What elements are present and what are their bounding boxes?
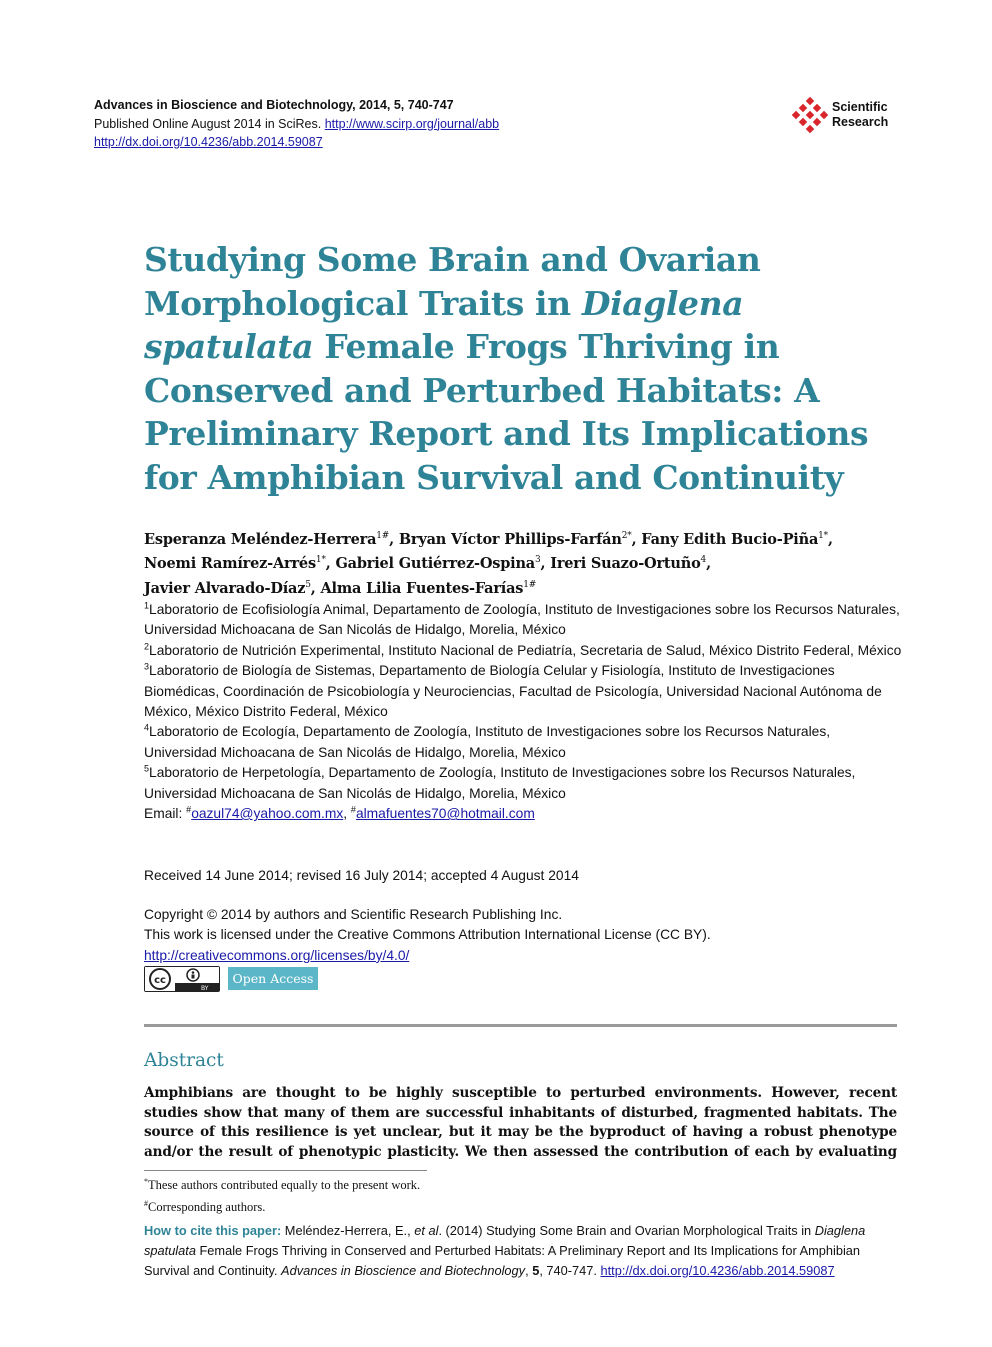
cite-pages: , 740-747. — [539, 1262, 601, 1278]
affiliation-text: Laboratorio de Ecología, Departamento de Zoología, Instituto de Investigaciones sobre los Recursos Naturales, Universidad Michoacana de San Nicolás de Hidalgo, Morelia, México — [144, 724, 831, 760]
footnote-item — [144, 1173, 420, 1195]
author-name: Esperanza Meléndez-Herrera — [144, 530, 377, 548]
received-dates: Received 14 June 2014; revised 16 July 2014; accepted 4 August 2014 — [144, 868, 579, 883]
email-link-1[interactable]: oazul74@yahoo.com.mx — [191, 806, 344, 822]
cite-doi-link[interactable]: http://dx.doi.org/10.4236/abb.2014.59087 — [600, 1262, 835, 1278]
journal-citation-line: Advances in Bioscience and Biotechnology, 2014, 5, 740-747 — [94, 98, 454, 112]
title-part1: Studying Some Brain and Ovarian Morphological Traits in — [144, 240, 761, 323]
author-affiliation-mark: 3 — [535, 555, 541, 566]
license-line: This work is licensed under the Creative Commons Attribution International License (CC BY). — [144, 927, 711, 943]
author-name: Javier Alvarado-Díaz — [144, 579, 306, 597]
author-name: Ireri Suazo-Ortuño — [550, 555, 701, 573]
affiliation-number: 5 — [144, 763, 150, 774]
how-to-cite — [144, 1221, 897, 1280]
logo-line2: Research — [832, 115, 889, 129]
author-name: Fany Edith Bucio-Piña — [641, 530, 819, 548]
affiliations — [144, 600, 904, 824]
open-access-badge[interactable]: Open Access — [228, 967, 318, 990]
email-sup-2: # — [350, 804, 356, 815]
email-sup-1: # — [186, 804, 192, 815]
footnote-text: These authors contributed equally to the present work. — [148, 1178, 421, 1193]
cite-label: How to cite this paper: — [144, 1223, 282, 1238]
email-separator: , — [343, 806, 351, 822]
footnote-divider — [144, 1170, 427, 1171]
email-label: Email: — [144, 806, 187, 822]
cite-journal: Advances in Bioscience and Biotechnology — [281, 1262, 526, 1278]
affiliation-item — [144, 661, 904, 722]
affiliation-item — [144, 641, 904, 661]
cite-title-rest: Female Frogs Thriving in Conserved and Perturbed Habitats: A Preliminary Report and Its Implications for Amphibian Survival and Continuity. — [144, 1242, 861, 1278]
cite-year-title: . (2014) Studying Some Brain and Ovarian Morphological Traits in — [438, 1223, 815, 1238]
footnote-item — [144, 1195, 420, 1217]
author-separator: , — [631, 530, 642, 548]
footnotes — [144, 1173, 420, 1216]
section-divider — [144, 1024, 897, 1027]
license-link[interactable]: http://creativecommons.org/licenses/by/4.0/ — [144, 947, 410, 963]
cite-authors: Meléndez-Herrera, E., — [281, 1223, 415, 1238]
author-affiliation-mark: 1* — [818, 531, 828, 541]
cite-etal: et al — [414, 1223, 439, 1238]
author-name: Gabriel Gutiérrez-Ospina — [335, 555, 535, 573]
affiliation-item — [144, 763, 904, 804]
paper-title — [144, 238, 904, 499]
author-list — [144, 526, 904, 599]
author-affiliation-mark: 1* — [315, 555, 326, 566]
journal-url-link[interactable]: http://www.scirp.org/journal/abb — [324, 116, 500, 131]
author-name: Bryan Víctor Phillips-Farfán — [398, 530, 622, 548]
author-separator: , — [540, 555, 551, 573]
by-label: BY — [201, 985, 209, 991]
author-separator: , — [389, 530, 399, 548]
title-part2: Female Frogs Thriving in Conserved and Perturbed Habitats: A Preliminary Report and Its Implications for Amphibian Survival and Continuity — [144, 327, 869, 497]
copyright-block — [144, 905, 711, 966]
affiliation-text: Laboratorio de Biología de Sistemas, Departamento de Biología Celular y Fisiología, Instituto de Investigaciones Biomédicas, Coordinación de Psicobiología y Neurociencias, Facultad de Psicología, Universidad Nacional Autónoma de México, México Distrito Federal, México — [144, 663, 882, 720]
author-affiliation-mark: 1# — [523, 579, 537, 590]
published-line — [94, 115, 499, 134]
cite-species: Diaglena spatulata — [144, 1223, 866, 1258]
journal-header — [94, 96, 499, 152]
doi-link[interactable]: http://dx.doi.org/10.4236/abb.2014.59087 — [94, 135, 323, 149]
affiliation-number: 1 — [144, 600, 150, 611]
diamond-dots-icon — [790, 96, 830, 136]
cite-sep: , — [525, 1262, 533, 1278]
abstract-heading: Abstract — [144, 1050, 224, 1071]
logo-text — [832, 100, 888, 130]
author-separator: , — [827, 530, 833, 548]
author-separator: , — [706, 555, 711, 573]
author-affiliation-mark: 2* — [621, 531, 632, 541]
affiliation-number: 4 — [144, 722, 150, 733]
cc-label: cc — [154, 975, 166, 986]
affiliation-text: Laboratorio de Herpetología, Departamento de Zoología, Instituto de Investigaciones sobre los Recursos Naturales, Universidad Michoacana de San Nicolás de Hidalgo, Morelia, México — [144, 765, 856, 801]
logo-line1: Scientific — [832, 100, 888, 114]
email-line — [144, 804, 904, 824]
copyright-line: Copyright © 2014 by authors and Scientific Research Publishing Inc. — [144, 907, 563, 922]
author-affiliation-mark: 1# — [376, 531, 390, 541]
scientific-research-logo — [790, 96, 900, 136]
affiliation-item — [144, 600, 904, 641]
affiliation-number: 2 — [144, 641, 150, 652]
affiliation-number: 3 — [144, 661, 150, 672]
author-affiliation-mark: 5 — [305, 579, 311, 590]
cc-by-badge[interactable] — [144, 966, 220, 992]
affiliation-item — [144, 722, 904, 763]
affiliation-text: Laboratorio de Ecofisiología Animal, Departamento de Zoología, Instituto de Investigaciones sobre los Recursos Naturales, Universidad Michoacana de San Nicolás de Hidalgo, Morelia, México — [144, 602, 900, 638]
author-name: Alma Lilia Fuentes-Farías — [320, 579, 524, 597]
footnote-text: Corresponding authors. — [148, 1199, 266, 1214]
author-separator: , — [310, 579, 321, 597]
creative-commons-icon — [145, 967, 219, 991]
title-species: Diaglena spatulata — [144, 283, 744, 366]
email-link-2[interactable]: almafuentes70@hotmail.com — [355, 806, 535, 822]
author-name: Noemi Ramírez-Arrés — [144, 555, 316, 573]
abstract-body: Amphibians are thought to be highly susceptible to perturbed environments. However, recent studies show that many of them are successful inhabitants of disturbed, fragmented habitats. The source of this resilience is yet unclear, but it may be the byproduct of having a robust phenotype and/or the result of phenotypic plasticity. We then assessed the contribution of each by evaluating — [144, 1085, 897, 1160]
footnote-mark: * — [144, 1177, 148, 1186]
published-prefix: Published Online August 2014 in SciRes. — [94, 116, 322, 131]
author-affiliation-mark: 4 — [700, 555, 707, 566]
footnote-mark: # — [144, 1198, 148, 1208]
affiliation-text: Laboratorio de Nutrición Experimental, Instituto Nacional de Pediatría, Secretaria de Salud, México Distrito Federal, México — [149, 642, 902, 658]
author-separator: , — [325, 555, 336, 573]
cite-volume: 5 — [532, 1262, 540, 1278]
